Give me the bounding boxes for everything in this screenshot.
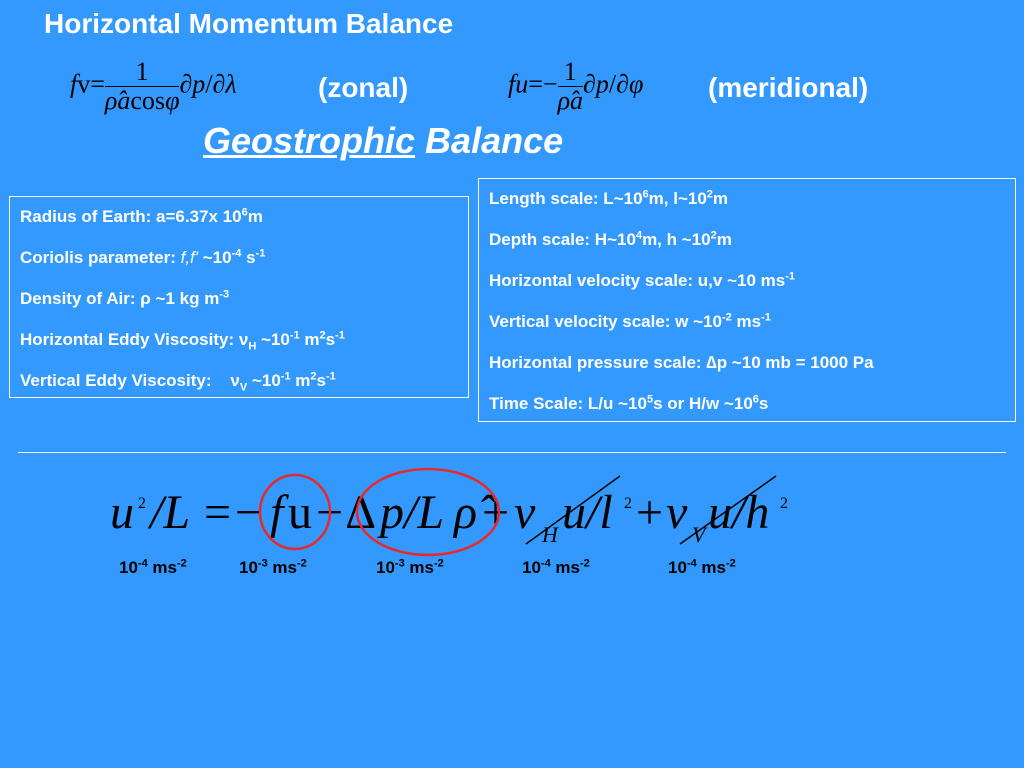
magnitude-2: $10^{-3}$ $ms^{-2}$	[239, 557, 307, 577]
svg-text:−: −	[316, 486, 344, 539]
svg-text:ν: ν	[514, 486, 536, 539]
radius-row: Radius of Earth: a=6.37x $10^6m$	[20, 206, 263, 226]
geostrophic-word: Geostrophic	[203, 120, 416, 161]
svg-text:f: f	[270, 486, 284, 539]
pressure-scale-row: Horizontal pressure scale: ∆p ~10 mb = 1000 Pa	[489, 353, 874, 372]
magnitude-1: $10^{-4}$ $ms^{-2}$	[119, 557, 187, 577]
svg-text:p/L: p/L	[380, 486, 445, 539]
svg-text:u: u	[288, 486, 312, 539]
divider-line	[18, 452, 1006, 453]
svg-text:−: −	[235, 486, 263, 539]
svg-text:2: 2	[780, 495, 788, 512]
svg-text:u/h: u/h	[708, 486, 770, 539]
svg-text:ρ̂: ρ̂	[454, 486, 478, 539]
meridional-label: (meridional)	[708, 72, 869, 103]
meridional-equation: fu=− $\frac{1}{\rhôa}$ ∂p/∂φ	[508, 57, 644, 115]
zonal-label: (zonal)	[318, 72, 409, 103]
slide-title: Horizontal Momentum Balance	[44, 8, 454, 39]
length-scale-row: Length scale: $L\sim 10^6m$, $l\sim 10^2m$	[489, 188, 729, 208]
zonal-equation: fv= $\frac{1}{\rhôacos\varphi}$ ∂p/∂λ	[70, 57, 237, 115]
vertical-viscosity-row: Vertical Eddy Viscosity: $\nu_V$ $\sim 10^{-1}$ $m^2s^{-1}$	[20, 370, 336, 394]
scales-box	[478, 178, 1016, 422]
balance-word: Balance	[425, 120, 564, 161]
constants-box	[9, 196, 469, 398]
svg-text:+: +	[482, 486, 510, 539]
magnitude-5: $10^{-4}$ $ms^{-2}$	[668, 557, 736, 577]
svg-text:∆: ∆	[346, 486, 376, 539]
svg-text:/L: /L	[150, 486, 191, 539]
magnitude-3: $10^{-3}$ $ms^{-2}$	[376, 557, 444, 577]
scale-analysis-equation	[100, 462, 800, 557]
coriolis-row: Coriolis parameter: f,f' $\sim 10^{-4}$ $s^{-1}$	[20, 247, 266, 267]
svg-text:V: V	[692, 522, 706, 547]
svg-text:ν: ν	[666, 486, 688, 539]
svg-text:=: =	[204, 486, 232, 539]
density-row: Density of Air: ρ ~1 kg $m^{-3}$	[20, 288, 230, 308]
depth-scale-row: Depth scale: $H\sim 10^4m$, h $\sim 10^2m$	[489, 229, 732, 249]
svg-text:2: 2	[624, 495, 632, 512]
vertical-velocity-row: Vertical velocity scale: w $\sim 10^{-2}$ $ms^{-1}$	[489, 311, 771, 331]
svg-text:2: 2	[138, 495, 146, 512]
magnitude-4: $10^{-4}$ $ms^{-2}$	[522, 557, 590, 577]
horizontal-velocity-row: Horizontal velocity scale: u,v ~10 $ms^{-1}$	[489, 270, 795, 290]
svg-text:u/l: u/l	[562, 486, 613, 539]
svg-text:H: H	[542, 522, 558, 547]
horizontal-viscosity-row: Horizontal Eddy Viscosity: $\nu_H$ $\sim 10^{-1}$ $m^2s^{-1}$	[20, 329, 345, 353]
geostrophic-balance-heading	[203, 120, 563, 162]
svg-text:+: +	[636, 486, 664, 539]
time-scale-row: Time Scale: L/u $\sim 10^5s$ or H/w $\sim 10^6s$	[489, 393, 769, 413]
svg-text:u: u	[110, 486, 134, 539]
